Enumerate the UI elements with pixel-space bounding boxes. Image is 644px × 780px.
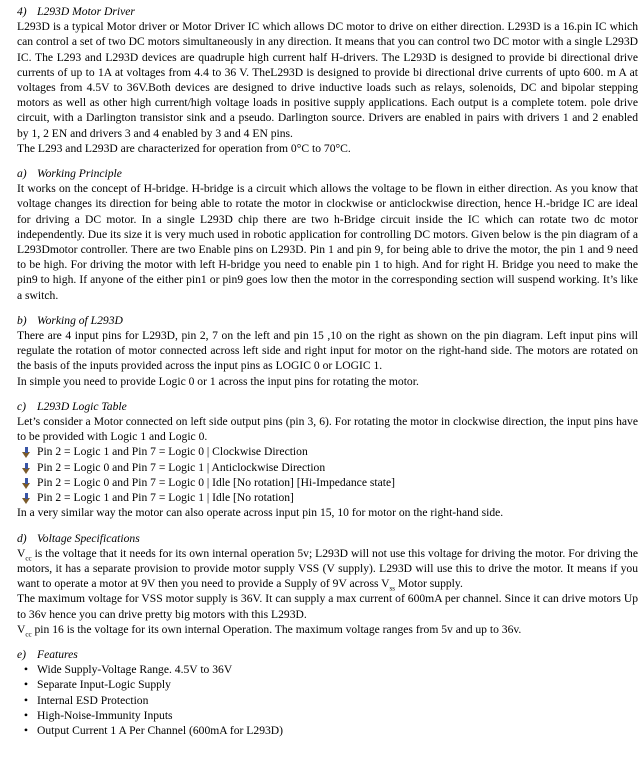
section-heading	[17, 399, 638, 414]
heading-text: Features	[37, 647, 78, 661]
paragraph: It works on the concept of H-bridge. H-bridge is a circuit which allows the voltage to be flown in either direction. As you know that voltage changes its direction for being able to rotate the motor in clockwise or anticlockwise direction, hence H.-bridge IC are ideal for driving a DC motor. In a single L293D chip there are two h-Bridge circuit inside the IC which can rotate two dc motor independently. Due its size it is very much used in robotic application for controlling DC motors. Given below is the pin diagram of a L293Dmotor controller. There are two Enable pins on L293D. Pin 1 and pin 9, for being able to drive the motor, the pin 1 and 9 need to be high. For driving the motor with left H-bridge you need to enable pin 1 to high. And for right H. Bridge you need to make the pin9 to high. If anyone of the either pin1 or pin9 goes low then the motor in the corresponding section will suspend working. It’s like a switch.	[17, 182, 638, 302]
section-logic-table	[17, 399, 638, 521]
heading-number: c)	[17, 399, 27, 413]
paragraph: There are 4 input pins for L293D, pin 2, 7 on the left and pin 15 ,10 on the right as shown on the pin diagram. Left input pins will regulate the rotation of motor connected across left side and right input for motor on the right-hand side. The motors are rotated on the basis of the inputs provided across the input pins as LOGIC 0 or LOGIC 1.	[17, 329, 638, 373]
heading-text: Working of L293D	[37, 313, 123, 327]
list-item: • Separate Input-Logic Supply	[17, 677, 638, 692]
list-item: Pin 2 = Logic 0 and Pin 7 = Logic 1 | Anticlockwise Direction	[17, 460, 638, 475]
heading-number: b)	[17, 313, 27, 327]
paragraph: L293D is a typical Motor driver or Motor Driver IC which allows DC motor to drive on either direction. L293D is a 16.pin IC which can control a set of two DC motors simultaneously in any direction. It means that you can control two DC motor with a single L293D IC. The L293 and L293D devices are quadruple high current half H-drivers. The L293D is designed to provide bi directional drive currents of up to 1A at voltages from 4.4 to 36 V. TheL293D is designed to provide bi directional drive currents of upto 600. m A at voltages from 4.5V to 36V.Both devices are designed to drive inductive loads such as relays, solenoids, DC and bipolar stepping motors as well as other high current/high voltage loads in positive supply applications. Each output is a complete totem. pole drive circuit, with a Darlington transistor sink and a pseudo. Darlington source. Drivers are enabled in pairs with drivers 1 and 2 enabled by 1, 2 EN and drivers 3 and 4 enabled by 3 and 4 EN pins.	[17, 20, 638, 140]
list-item: • High-Noise-Immunity Inputs	[17, 708, 638, 723]
heading-text: Working Principle	[37, 167, 122, 181]
bullet-icon: •	[23, 662, 29, 677]
list-item: Pin 2 = Logic 1 and Pin 7 = Logic 0 | Clockwise Direction	[17, 444, 638, 459]
heading-number: d)	[17, 531, 27, 545]
paragraph: $V_{cc}$ is the voltage that it needs for its own internal operation 5v; L293D will not use this voltage for driving the motor. For driving the motors, it has a separate provision to provide motor supply VSS (V supply). L293D will use this to drive the motor. It means if you want to operate a motor at 9V then you need to provide a Supply of 9V across $V_{ss}$ Motor supply.	[17, 546, 638, 593]
heading-number: a)	[17, 167, 27, 181]
heading-number: 4)	[17, 5, 27, 18]
heading-text: L293D Logic Table	[37, 399, 127, 413]
section-l293d-motor-driver	[17, 4, 638, 156]
section-heading	[17, 647, 638, 662]
list-item: Pin 2 = Logic 0 and Pin 7 = Logic 0 | Idle [No rotation] [Hi-Impedance state]	[17, 475, 638, 490]
arrow-down-icon	[19, 490, 33, 505]
section-heading	[17, 166, 638, 181]
list-item: • Internal ESD Protection	[17, 693, 638, 708]
bullet-icon: •	[23, 707, 29, 722]
paragraph: In simple you need to provide Logic 0 or 1 across the input pins for rotating the motor.	[17, 374, 419, 388]
list-item: Pin 2 = Logic 1 and Pin 7 = Logic 1 | Idle [No rotation]	[17, 490, 638, 505]
section-voltage-specifications	[17, 531, 638, 637]
heading-text: L293D Motor Driver	[37, 5, 135, 18]
heading-text: Voltage Specifications	[37, 531, 140, 545]
arrow-down-icon	[19, 475, 33, 490]
section-heading	[17, 313, 638, 328]
list-item: • Wide Supply-Voltage Range. 4.5V to 36V	[17, 662, 638, 677]
bullet-icon: •	[23, 692, 29, 707]
section-working-of-l293d	[17, 313, 638, 389]
arrow-down-icon	[19, 460, 33, 475]
list-item: • Output Current 1 A Per Channel (600mA for L293D)	[17, 723, 638, 738]
heading-number: e)	[17, 647, 27, 661]
paragraph: The maximum voltage for VSS motor supply is 36V. It can supply a max current of 600mA per channel. Since it can drive motors Up to 36v hence you can drive pretty big motors with this L293D.	[17, 592, 638, 621]
arrow-down-icon	[19, 444, 33, 459]
section-heading	[17, 531, 638, 546]
section-heading	[17, 4, 638, 19]
paragraph: The L293 and L293D are characterized for operation from 0°C to 70°C.	[17, 141, 351, 155]
paragraph: In a very similar way the motor can also operate across input pin 15, 10 for motor on the right-hand side.	[17, 506, 504, 520]
bullet-icon: •	[23, 677, 29, 692]
section-working-principle	[17, 166, 638, 303]
paragraph: $V_{cc}$ pin 16 is the voltage for its own internal Operation. The maximum voltage ranges from 5v and up to 36v.	[17, 622, 522, 639]
section-features	[17, 647, 638, 738]
paragraph: Let’s consider a Motor connected on left side output pins (pin 3, 6). For rotating the motor in clockwise direction, the input pins have to be provided with Logic 1 and Logic 0.	[17, 415, 638, 444]
bullet-icon: •	[23, 722, 29, 737]
